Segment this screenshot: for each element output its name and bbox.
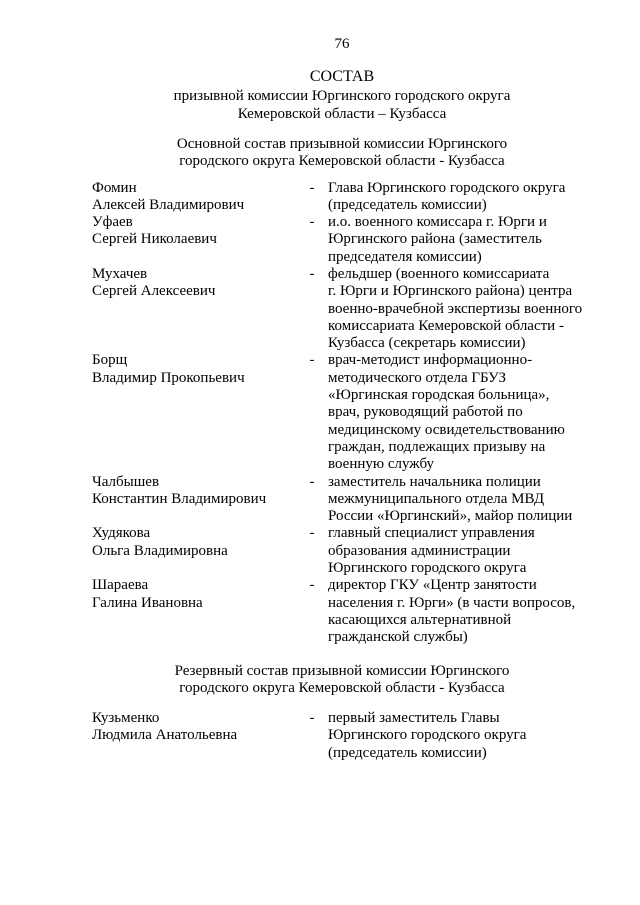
- section-heading-line: городского округа Кемеровской области - Кузбасса: [179, 153, 505, 169]
- section-heading-line: Основной состав призывной комиссии Юргинского: [176, 136, 508, 152]
- member-given-name: Ольга Владимировна: [92, 542, 228, 559]
- role-line: образования администрации: [328, 542, 511, 559]
- dash: -: [309, 214, 315, 231]
- member-name: [92, 352, 302, 387]
- role-line: врач-методист информационно-: [328, 352, 533, 369]
- role-line: Юргинского района (заместитель: [328, 231, 542, 248]
- member-surname: Кузьменко: [92, 710, 160, 726]
- member-separator: [302, 352, 322, 369]
- role-line: председателя комиссии): [328, 248, 482, 265]
- role-line: граждан, подлежащих призыву на: [328, 438, 546, 455]
- member-separator: [302, 577, 322, 594]
- role-line: фельдшер (военного комиссариата: [328, 265, 550, 282]
- member-name: [92, 710, 302, 745]
- role-line: населения г. Юрги» (в части вопросов,: [328, 594, 576, 611]
- member-row: [0, 352, 640, 473]
- role-line: медицинскому освидетельствованию: [328, 421, 565, 438]
- members-list-reserve: [0, 710, 640, 762]
- title-line: Кемеровской области – Кузбасса: [237, 106, 447, 122]
- member-role: [322, 525, 535, 577]
- member-row: [0, 180, 640, 215]
- section-heading-reserve: [42, 663, 640, 697]
- role-line: методического отдела ГБУЗ: [328, 369, 507, 386]
- dash: -: [309, 265, 315, 282]
- member-name: [92, 214, 302, 249]
- member-separator: [302, 525, 322, 542]
- role-line: военно-врачебной экспертизы военного: [328, 300, 583, 317]
- role-line: (председатель комиссии): [328, 744, 487, 761]
- section-heading-line: городского округа Кемеровской области - Кузбасса: [179, 680, 505, 696]
- dash: -: [309, 525, 315, 542]
- member-given-name: Сергей Алексеевич: [92, 283, 216, 300]
- member-role: [322, 266, 582, 352]
- member-surname: Шараева: [92, 577, 149, 594]
- role-line: врач, руководящий работой по: [328, 404, 523, 421]
- dash: -: [309, 473, 315, 490]
- member-surname: Мухачев: [92, 265, 148, 282]
- members-list-main: [0, 180, 640, 647]
- member-row: [0, 474, 640, 526]
- role-line: России «Юргинский», майор полиции: [328, 508, 573, 525]
- role-line: главный специалист управления: [328, 525, 535, 542]
- member-separator: [302, 180, 322, 197]
- member-given-name: Галина Ивановна: [92, 594, 203, 611]
- member-given-name: Алексей Владимирович: [92, 196, 245, 213]
- role-line: директор ГКУ «Центр занятости: [328, 577, 537, 594]
- member-given-name: Людмила Анатольевна: [92, 727, 238, 744]
- member-separator: [302, 266, 322, 283]
- role-line: и.о. военного комиссара г. Юрги и: [328, 214, 547, 231]
- member-given-name: Константин Владимирович: [92, 490, 267, 507]
- member-surname: Худякова: [92, 525, 151, 542]
- member-surname: Борщ: [92, 352, 128, 369]
- role-line: гражданской службы): [328, 629, 468, 646]
- member-row: [0, 266, 640, 352]
- dash: -: [309, 577, 315, 594]
- dash: -: [309, 179, 315, 196]
- member-role: [322, 180, 565, 215]
- member-row: [0, 577, 640, 646]
- title-line: призывной комиссии Юргинского городского округа: [173, 87, 511, 104]
- member-surname: Уфаев: [92, 214, 133, 231]
- section-heading-line: Резервный состав призывной комиссии Юргинского: [174, 663, 510, 679]
- role-line: межмуниципального отдела МВД: [328, 490, 545, 507]
- member-separator: [302, 710, 322, 727]
- member-name: [92, 180, 302, 215]
- member-role: [322, 214, 547, 266]
- role-line: «Юргинская городская больница»,: [328, 387, 550, 404]
- member-row: [0, 710, 640, 762]
- role-line: г. Юрги и Юргинского района) центра: [328, 283, 573, 300]
- member-given-name: Сергей Николаевич: [92, 231, 217, 248]
- member-name: [92, 525, 302, 560]
- dash: -: [309, 710, 315, 726]
- section-heading-main: [42, 136, 640, 170]
- role-line: военную службу: [328, 456, 435, 473]
- role-line: первый заместитель Главы: [328, 710, 500, 726]
- role-line: Юргинского городского округа: [328, 560, 527, 577]
- member-role: [322, 474, 572, 526]
- role-line: комиссариата Кемеровской области -: [328, 317, 564, 334]
- member-separator: [302, 214, 322, 231]
- dash: -: [309, 352, 315, 369]
- member-role: [322, 577, 575, 646]
- member-name: [92, 266, 302, 301]
- member-surname: Фомин: [92, 179, 137, 196]
- member-row: [0, 525, 640, 577]
- role-line: касающихся альтернативной: [328, 611, 512, 628]
- role-line: Юргинского городского округа: [328, 727, 527, 744]
- member-row: [0, 214, 640, 266]
- role-line: заместитель начальника полиции: [328, 473, 541, 490]
- member-surname: Чалбышев: [92, 473, 160, 490]
- role-line: Глава Юргинского городского округа: [328, 179, 566, 196]
- title-line: СОСТАВ: [309, 68, 375, 85]
- member-given-name: Владимир Прокопьевич: [92, 369, 245, 386]
- member-role: [322, 352, 565, 473]
- page-number: 76: [334, 36, 350, 52]
- member-role: [322, 710, 526, 762]
- document-title: [42, 68, 640, 124]
- member-name: [92, 474, 302, 509]
- role-line: (председатель комиссии): [328, 196, 487, 213]
- member-separator: [302, 474, 322, 491]
- role-line: Кузбасса (секретарь комиссии): [328, 335, 526, 352]
- member-name: [92, 577, 302, 612]
